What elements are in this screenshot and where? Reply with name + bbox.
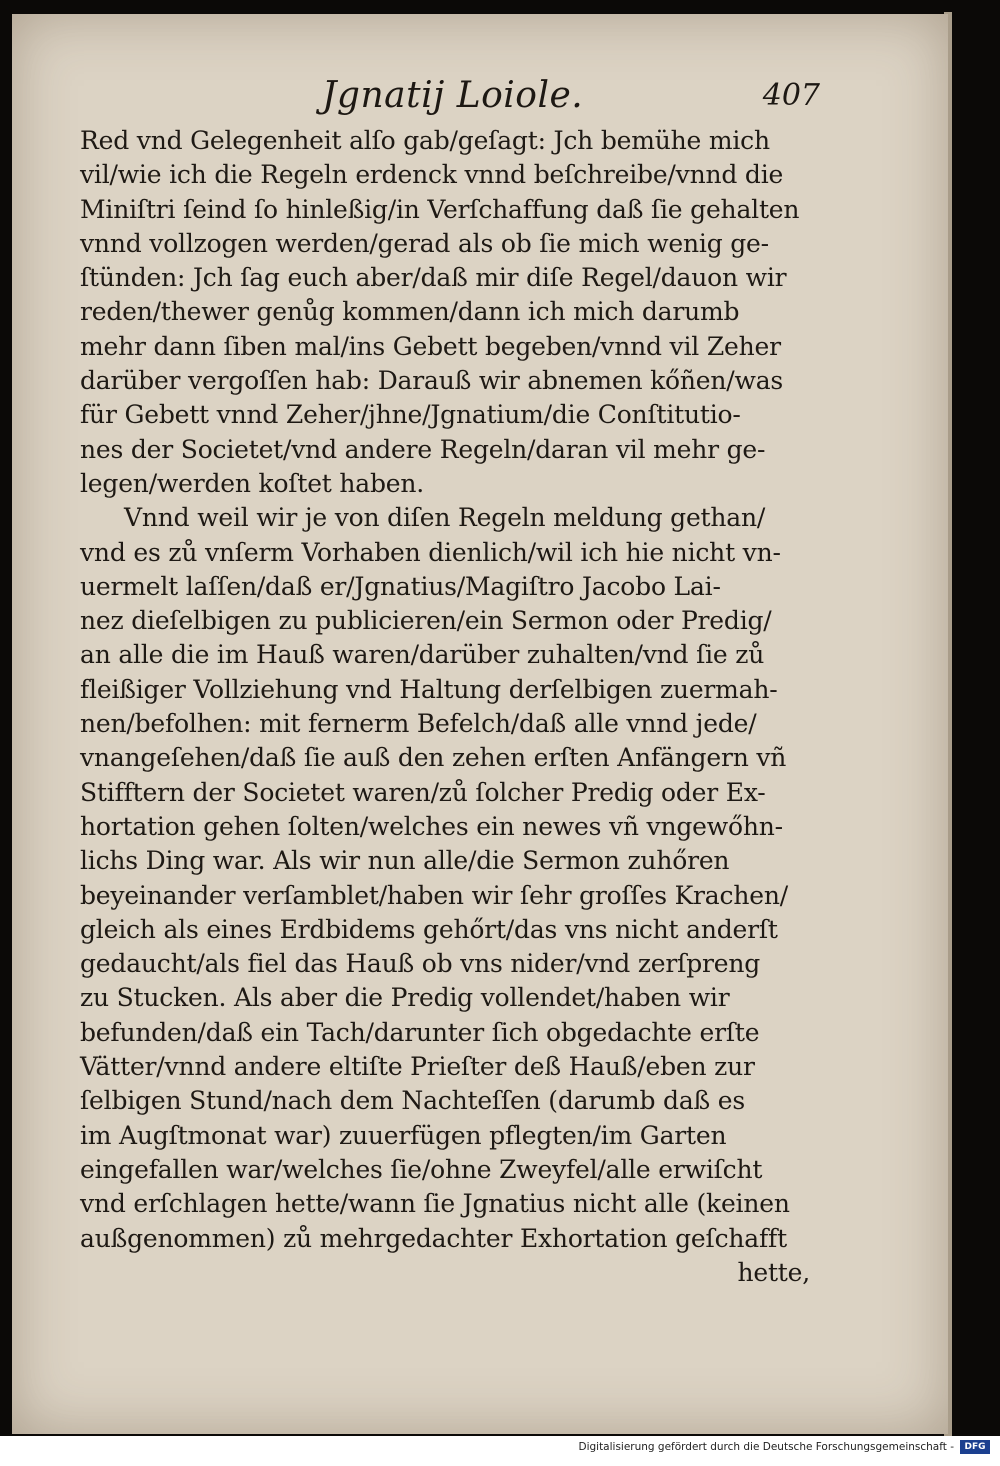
text-line: uermelt laſſen/daß er/Jgnatius/Magiſtro Jacobo Lai- — [80, 571, 721, 601]
text-line: eingefallen war/welches ſie/ohne Zweyfel/alle erwiſcht — [80, 1154, 763, 1184]
text-line: gleich als eines Erdbidems gehőrt/das vns nicht anderſt — [80, 914, 778, 944]
text-line: befunden/daß ein Tach/darunter ſich obgedachte erſte — [80, 1017, 760, 1047]
text-line: Red vnd Gelegenheit alſo gab/geſagt: Jch bemühe mich — [80, 126, 770, 155]
text-line: legen/werden koſtet haben. — [80, 468, 425, 498]
dfg-credit: Digitalisierung gefördert durch die Deutsche Forschungsgemeinschaft - — [578, 1441, 954, 1453]
text-line: Vnnd weil wir je von diſen Regeln meldung gethan/ — [124, 503, 766, 533]
text-line: nen/befolhen: mit fernerm Befelch/daß alle vnnd jede/ — [80, 709, 757, 739]
text-line: darüber vergoſſen hab: Darauß wir abnemen kőñen/was — [80, 366, 784, 396]
text-line: gedaucht/als fiel das Hauß ob vns nider/vnd zerſpreng — [80, 949, 761, 979]
text-line: im Augſtmonat war) zuuerfügen pflegten/im Garten — [80, 1120, 727, 1150]
running-title: Jgnatij Loiole. — [322, 75, 584, 116]
running-head — [60, 74, 820, 118]
text-line: nez dieſelbigen zu publicieren/ein Sermon oder Predig/ — [80, 606, 772, 636]
body-text — [80, 124, 810, 1290]
dfg-logo-icon[interactable]: DFG — [960, 1440, 990, 1454]
catchword: hette, — [737, 1257, 810, 1287]
text-line: für Gebett vnnd Zeher/jhne/Jgnatium/die Conſtitutio- — [80, 400, 741, 430]
text-line: reden/thewer genůg kommen/dann ich mich darumb — [80, 297, 740, 327]
text-line: ſelbigen Stund/nach dem Nachteſſen (darumb daß es — [80, 1086, 746, 1116]
text-line: ſtünden: Jch ſag euch aber/daß mir diſe Regel/dauon wir — [80, 263, 787, 293]
text-line: vil/wie ich die Regeln erdenck vnnd beſchreibe/vnnd die — [80, 160, 784, 190]
text-line: Stifftern der Societet waren/zů ſolcher Predig oder Ex- — [80, 777, 766, 807]
text-line: hortation gehen ſolten/welches ein newes vñ vngewőhn- — [80, 811, 783, 841]
text-line: vnd es zů vnſerm Vorhaben dienlich/wil ich hie nicht vn- — [80, 537, 781, 567]
text-line: fleißiger Vollziehung vnd Haltung derſelbigen zuermah- — [80, 674, 778, 704]
text-line: vnd erſchlagen hette/wann ſie Jgnatius nicht alle (keinen — [80, 1189, 790, 1219]
text-line: mehr dann ſiben mal/ins Gebett begeben/vnnd vil Zeher — [80, 331, 781, 361]
text-line: zu Stucken. Als aber die Predig vollendet/haben wir — [80, 983, 730, 1013]
text-line: vnnd vollzogen werden/gerad als ob ſie mich wenig ge- — [80, 228, 769, 258]
text-line: Miniſtri ſeind ſo hinleßig/in Verſchaffung daß ſie gehalten — [80, 194, 800, 224]
page-number: 407 — [762, 78, 820, 113]
text-line: vnangeſehen/daß ſie auß den zehen erſten Anfängern vñ — [80, 743, 787, 773]
text-line: beyeinander verſamblet/haben wir ſehr groſſes Krachen/ — [80, 880, 788, 910]
text-line: außgenommen) zů mehrgedachter Exhortation geſchafft — [80, 1223, 787, 1253]
text-line: an alle die im Hauß waren/darüber zuhalten/vnd ſie zů — [80, 640, 765, 670]
text-line: Vätter/vnnd andere eltiſte Prieſter deß Hauß/eben zur — [80, 1052, 755, 1082]
text-line: lichs Ding war. Als wir nun alle/die Sermon zuhőren — [80, 846, 730, 876]
text-line: nes der Societet/vnd andere Regeln/daran vil mehr ge- — [80, 434, 766, 464]
